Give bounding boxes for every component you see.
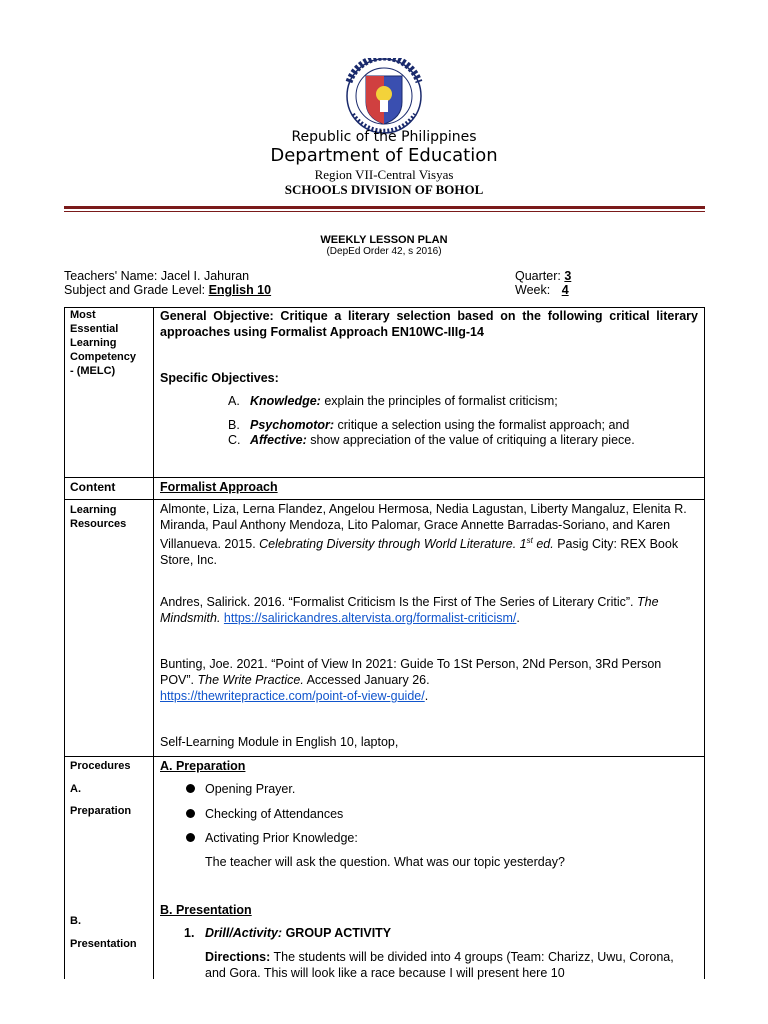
reference-3-link[interactable]: https://thewritepractice.com/point-of-view-guide/ xyxy=(160,689,425,703)
reference-3: Bunting, Joe. 2021. “Point of View In 2021: Guide To 1St Person, 2Nd Person, 3Rd Person POV”. The Write Practice. Accessed January 26. https://thewritepractice.com/point-of-view-guide/. xyxy=(160,657,662,703)
objective-text: critique a selection using the formalist approach; and xyxy=(334,418,630,432)
resources-label xyxy=(70,503,152,531)
reference-1 xyxy=(160,501,698,568)
header-department: Department of Education xyxy=(270,145,498,166)
melc-label-line: Most xyxy=(70,309,96,321)
bullet-icon xyxy=(186,809,195,818)
reference-3-text: Bunting, Joe. 2021. “Point of View In 2021: Guide To 1St Person, 2Nd Person, 3Rd Person POV”. xyxy=(160,657,662,687)
content-label: Content xyxy=(70,480,116,494)
reference-2: Andres, Salirick. 2016. “Formalist Criticism Is the First of The Series of Literary Critic”. The Mindsmith. https://salirickandres.altervista.org/formalist-criticism/. xyxy=(160,595,659,625)
objective-item xyxy=(228,432,698,448)
melc-label-line: Learning xyxy=(70,337,117,349)
subject-line xyxy=(64,283,271,297)
objective-text: explain the principles of formalist criticism; xyxy=(320,394,558,408)
preparation-item-text: Checking of Attendances xyxy=(205,807,344,821)
drill-activity-text: GROUP ACTIVITY xyxy=(282,926,392,940)
melc-label-line: Essential xyxy=(70,323,119,335)
preparation-item-text: Activating Prior Knowledge: xyxy=(205,831,358,845)
header-divider-thin xyxy=(64,211,705,212)
objective-term: Psychomotor: xyxy=(250,418,335,432)
procedure-a-label: Preparation xyxy=(70,805,132,817)
objective-term: Affective: xyxy=(250,433,307,447)
reference-1-authors: Almonte, Liza, Lerna Flandez, Angelou Hermosa, Nedia Lagustan, Liberty Mangaluz, Elenita R. Miranda, Paul Anthony Mendoza, Lito Palomar, Grace Annette Barradas-Soriano, and Karen Villanueva. 2015. xyxy=(160,502,687,552)
resources-label-line: Learning xyxy=(70,504,117,516)
bullet-icon xyxy=(186,784,195,793)
directions xyxy=(205,949,698,981)
objective-term: Knowledge: xyxy=(250,394,321,408)
directions-label: Directions: xyxy=(205,950,271,964)
preparation-item xyxy=(186,806,343,822)
presentation-heading: B. Presentation xyxy=(160,903,252,917)
row-divider-resources xyxy=(64,756,705,757)
quarter-label: Quarter: xyxy=(515,269,561,283)
week-line xyxy=(515,283,569,297)
row-divider-content xyxy=(64,499,705,500)
drill-activity-item xyxy=(184,925,698,941)
preparation-item-text: Opening Prayer. xyxy=(205,782,296,796)
document-title: WEEKLY LESSON PLAN xyxy=(320,234,448,246)
specific-objectives-heading: Specific Objectives: xyxy=(160,371,279,385)
document-subtitle: (DepEd Order 42, s 2016) xyxy=(326,246,442,257)
objective-item xyxy=(228,393,698,409)
reference-1-title: Celebrating Diversity through World Literature. 1 xyxy=(259,537,527,552)
header-division: SCHOOLS DIVISION OF BOHOL xyxy=(284,182,484,197)
melc-label-line: - (MELC) xyxy=(70,365,116,377)
procedure-b-label: Presentation xyxy=(70,938,137,950)
objective-letter: B. xyxy=(228,418,240,432)
drill-activity-term: Drill/Activity: xyxy=(205,926,283,940)
reference-2-link[interactable]: https://salirickandres.altervista.org/formalist-criticism/ xyxy=(223,611,517,625)
header-divider-thick xyxy=(64,206,705,209)
objective-text: show appreciation of the value of critiquing a literary piece. xyxy=(306,433,635,447)
general-objective: General Objective: Critique a literary selection based on the following critical literary approaches using Formalist Approach EN10WC-IIIg-14 xyxy=(160,309,698,339)
objective-letter: A. xyxy=(228,394,240,408)
directions-text: The students will be divided into 4 groups (Team: Charizz, Uwu, Corona, and Gora. This will look like a race because I will present here 10 xyxy=(205,950,674,980)
reference-1-publisher: Pasig City: REX Book Store, Inc. xyxy=(160,537,679,568)
preparation-item xyxy=(186,830,358,846)
quarter-value: 3 xyxy=(564,269,572,283)
reference-4: Self-Learning Module in English 10, laptop, xyxy=(160,735,399,749)
row-divider-melc xyxy=(64,477,705,478)
bullet-icon xyxy=(186,833,195,842)
teacher-value: Jacel I. Jahuran xyxy=(160,269,250,283)
week-label: Week: xyxy=(515,283,551,297)
reference-2-source: The Mindsmith. xyxy=(160,595,659,625)
preparation-item xyxy=(186,781,295,797)
reference-3-accessed: Accessed January 26. xyxy=(303,673,430,687)
resources-label-line: Resources xyxy=(70,518,127,530)
objective-item xyxy=(228,417,698,433)
procedure-b-letter: B. xyxy=(70,915,81,927)
procedures-label: Procedures xyxy=(70,760,131,772)
table-column-divider xyxy=(153,307,154,979)
teacher-name-line xyxy=(64,269,249,283)
teacher-label: Teachers' Name: xyxy=(64,269,158,283)
reference-1-superscript: st xyxy=(526,536,533,545)
content-value: Formalist Approach xyxy=(160,480,278,494)
header-republic: Republic of the Philippines xyxy=(291,129,477,145)
drill-activity-number: 1. xyxy=(184,926,195,940)
reference-2-text: Andres, Salirick. 2016. “Formalist Criticism Is the First of The Series of Literary Critic”. xyxy=(160,595,637,609)
header-region: Region VII-Central Visyas xyxy=(314,167,454,182)
reference-3-source: The Write Practice. xyxy=(197,673,304,687)
preparation-question: The teacher will ask the question. What was our topic yesterday? xyxy=(205,855,565,869)
procedure-a-letter: A. xyxy=(70,783,81,795)
subject-label: Subject and Grade Level: xyxy=(64,283,206,297)
melc-label xyxy=(70,308,152,378)
subject-value: English 10 xyxy=(208,283,272,297)
quarter-line xyxy=(515,269,571,283)
week-value: 4 xyxy=(561,283,569,297)
reference-1-edition: ed. xyxy=(532,537,554,552)
objective-letter: C. xyxy=(228,433,241,447)
melc-label-line: Competency xyxy=(70,351,137,363)
deped-seal-icon xyxy=(331,58,437,134)
preparation-heading: A. Preparation xyxy=(160,759,246,773)
